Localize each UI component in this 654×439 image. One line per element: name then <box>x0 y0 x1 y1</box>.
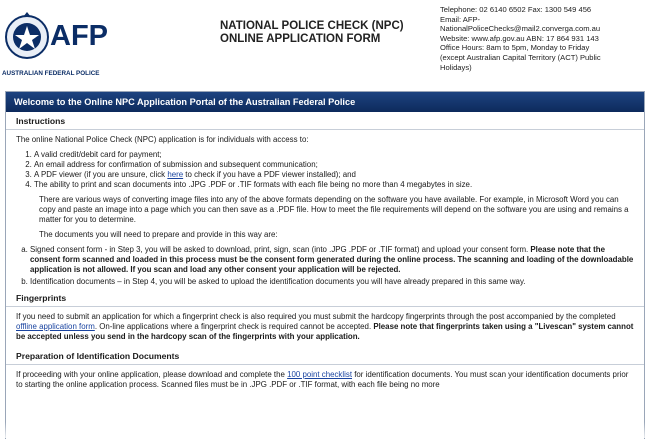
contact-website: Website: www.afp.gov.au ABN: 17 864 931 143 <box>440 33 599 43</box>
requirement-item: 1. A valid credit/debit card for payment; <box>34 150 634 160</box>
fingerprints-heading: Fingerprints <box>6 289 644 307</box>
bottom-fade <box>0 422 654 438</box>
documents-intro: The documents you will need to prepare and provide in this way are: <box>39 230 278 239</box>
requirement-item: 4. The ability to print and scan documents into .JPG .PDF or .TIF formats with each file being no more than 4 megabytes in size. <box>34 180 634 190</box>
portal-panel <box>5 91 645 439</box>
offline-application-link[interactable]: offline application form <box>16 322 95 331</box>
documents-list <box>16 245 634 287</box>
requirement-text: A PDF viewer (if you are unsure, click <box>34 170 168 179</box>
contact-hours-note: (except Australian Capital Territory (ACT) Public <box>440 52 601 62</box>
identification-paragraph <box>16 370 634 390</box>
conversion-paragraph: There are various ways of converting image files into any of the above formats depending on the software you have available. For example, in Microsoft Word you can copy and paste an image into a page which you can then save as a .PDF file. How to meet the file requirements will depend on the software you are using and remains a matter for you to determine. <box>39 195 629 224</box>
contact-hours: Office Hours: 8am to 5pm, Monday to Friday <box>440 43 590 53</box>
afp-logo <box>4 8 154 78</box>
fingerprints-paragraph <box>16 312 634 342</box>
fingerprints-text: . On-line applications where a fingerprint check is required cannot be accepted. <box>94 322 374 331</box>
requirement-item <box>34 170 634 180</box>
page-title <box>220 20 404 46</box>
panel-content <box>6 112 644 390</box>
panel-heading: Welcome to the Online NPC Application Portal of the Australian Federal Police <box>6 92 644 112</box>
pdf-check-link[interactable]: here <box>167 170 184 179</box>
document-warning: Please note that the consent form scanned and loaded in this process must be the consent form generated during the online process. The scanning and loading of the downloadable application is not allowed. If you scan and load any other consent your application will be rejected. <box>30 245 634 274</box>
requirement-text: to check if you have a PDF viewer installed); and <box>183 170 356 179</box>
contact-email-label: Email: AFP- <box>440 14 481 24</box>
title-line-1: NATIONAL POLICE CHECK (NPC) <box>220 20 404 32</box>
contact-phone: Telephone: 02 6140 6502 Fax: 1300 549 456 <box>440 5 592 14</box>
logo-subtitle: AUSTRALIAN FEDERAL POLICE <box>2 70 100 77</box>
checklist-link[interactable]: 100 point checklist <box>287 370 353 379</box>
afp-crest-icon <box>4 8 50 66</box>
document-item-consent <box>30 245 634 275</box>
contact-hours-note-2: Holidays) <box>440 62 472 72</box>
instructions-heading: Instructions <box>6 112 644 130</box>
requirement-item: 2. An email address for confirmation of submission and subsequent communication; <box>34 160 634 170</box>
identification-text: for identification documents. You must scan your identification documents prior to starting the online application process. Scanned files must be in .JPG .PDF or .TIF format, with each file being no more <box>16 370 629 389</box>
requirements-list <box>16 150 634 190</box>
fingerprints-text: If you need to submit an application for which a fingerprint check is also required you must submit the hardcopy fingerprints through the post accompanied by the completed <box>16 312 616 321</box>
identification-heading: Preparation of Identification Documents <box>6 347 644 365</box>
fingerprints-warning: Please note that fingerprints taken using a "Livescan" system cannot be accepted unless you send in the hardcopy scan of the fingerprints with your application. <box>16 322 634 341</box>
contact-email: NationalPoliceChecks@mail2.converga.com.au <box>440 24 601 34</box>
contact-info <box>440 5 650 72</box>
document-text: Signed consent form - in Step 3, you will be asked to download, print, sign, scan (into .JPG .PDF or .TIF format) and upload your consent form. <box>30 245 531 254</box>
document-item-identification: b. Identification documents – in Step 4, you will be asked to upload the identification documents you will have already prepared in this same way. <box>30 277 634 287</box>
title-line-2: ONLINE APPLICATION FORM <box>220 33 381 45</box>
logo-text: AFP <box>50 20 108 52</box>
identification-text: If proceeding with your online application, please download and complete the <box>16 370 288 379</box>
instructions-intro: The online National Police Check (NPC) application is for individuals with access to: <box>16 135 309 144</box>
page-header <box>0 0 654 88</box>
